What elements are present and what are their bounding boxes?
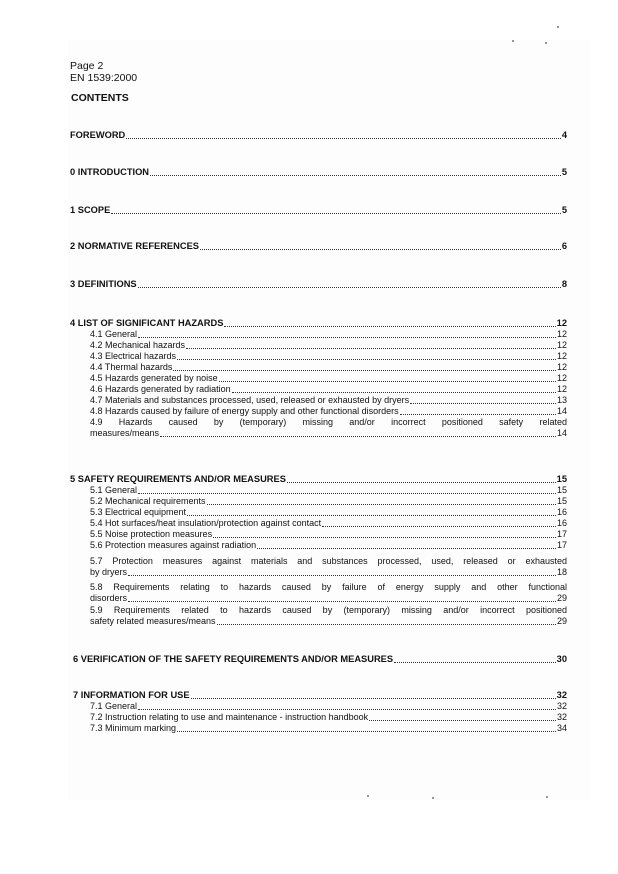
- toc-entry-hazards[interactable]: [70, 318, 567, 329]
- toc-leader-dots: [287, 474, 556, 483]
- toc-leader-dots: [369, 712, 556, 721]
- toc-page-number: 17: [556, 540, 567, 550]
- toc-page-number: 14: [556, 428, 567, 438]
- toc-page-number: 34: [556, 723, 567, 733]
- toc-subentry[interactable]: [90, 507, 567, 518]
- toc-entry-title-continued: measures/means: [90, 428, 160, 438]
- toc-entry-title: 5.9 Requirements related to hazards caused by (temporary) missing and/or incorrect positioned: [90, 605, 567, 615]
- toc-leader-dots: [150, 167, 561, 176]
- toc-page-number: 12: [556, 384, 567, 394]
- standard-number: EN 1539:2000: [70, 72, 138, 84]
- toc-entry-title: 5 SAFETY REQUIREMENTS AND/OR MEASURES: [70, 474, 286, 484]
- toc-subentry[interactable]: [90, 373, 567, 384]
- toc-subentry-wrapped[interactable]: [90, 582, 567, 604]
- toc-page-number: 15: [556, 496, 567, 506]
- toc-entry-title: 5.3 Electrical equipment: [90, 507, 187, 517]
- toc-leader-dots: [394, 654, 556, 663]
- toc-subentry[interactable]: [90, 496, 567, 507]
- toc-leader-dots: [232, 384, 556, 393]
- scan-speck: [545, 42, 547, 44]
- page-header: [70, 60, 137, 84]
- toc-subentry[interactable]: [90, 529, 567, 540]
- contents-heading: CONTENTS: [71, 92, 129, 104]
- toc-subentry[interactable]: [90, 362, 567, 373]
- toc-leader-dots: [126, 130, 561, 139]
- toc-entry-safety-requirements[interactable]: [70, 474, 567, 485]
- toc-entry-title: 4.1 General: [90, 329, 138, 339]
- toc-leader-dots: [186, 340, 556, 349]
- toc-subentry[interactable]: [90, 712, 567, 723]
- toc-page-number: 30: [556, 654, 567, 664]
- toc-page-number: 12: [556, 329, 567, 339]
- toc-entry-title: 5.4 Hot surfaces/heat insulation/protection against contact: [90, 518, 322, 528]
- toc-leader-dots: [410, 395, 556, 404]
- toc-subentry[interactable]: [90, 518, 567, 529]
- scan-speck: [546, 796, 548, 798]
- toc-subentry[interactable]: [90, 340, 567, 351]
- toc-subentry-wrapped[interactable]: [90, 556, 567, 578]
- toc-leader-dots: [224, 318, 555, 327]
- toc-page-number: 12: [556, 340, 567, 350]
- toc-leader-dots: [128, 567, 556, 576]
- toc-entry-verification[interactable]: [73, 654, 567, 665]
- toc-entry-title: 0 INTRODUCTION: [70, 167, 150, 177]
- toc-leader-dots: [219, 373, 556, 382]
- toc-leader-dots: [177, 351, 556, 360]
- toc-leader-dots: [322, 518, 556, 527]
- toc-entry-title: 7.3 Minimum marking: [90, 723, 177, 733]
- page-number: Page 2: [70, 60, 104, 72]
- toc-leader-dots: [213, 529, 556, 538]
- toc-subentry[interactable]: [90, 723, 567, 734]
- scan-speck: [512, 40, 514, 42]
- toc-leader-dots: [173, 362, 556, 371]
- toc-entry-foreword[interactable]: [70, 130, 567, 141]
- toc-entry-title-continued: safety related measures/means: [90, 616, 216, 626]
- toc-entry-title: 5.8 Requirements relating to hazards caused by failure of energy supply and other functional: [90, 582, 567, 592]
- toc-entry-title: 4.9 Hazards caused by (temporary) missing and/or incorrect positioned safety related: [90, 417, 567, 427]
- toc-page-number: 13: [556, 395, 567, 405]
- toc-subentry[interactable]: [90, 329, 567, 340]
- toc-page-number: 12: [556, 351, 567, 361]
- toc-leader-dots: [111, 205, 561, 214]
- toc-entry-title: 2 NORMATIVE REFERENCES: [70, 241, 199, 251]
- toc-entry-title: 3 DEFINITIONS: [70, 279, 137, 289]
- toc-subentry[interactable]: [90, 485, 567, 496]
- toc-page-number: 29: [556, 616, 567, 626]
- toc-page-number: 16: [556, 507, 567, 517]
- toc-page-number: 32: [556, 690, 567, 700]
- toc-leader-dots: [138, 329, 556, 338]
- toc-entry-title: 4.8 Hazards caused by failure of energy supply and other functional disorders: [90, 406, 399, 416]
- toc-leader-dots: [177, 723, 556, 732]
- toc-page-number: 16: [556, 518, 567, 528]
- toc-page-number: 18: [556, 567, 567, 577]
- toc-page-number: 12: [556, 373, 567, 383]
- toc-page-number: 5: [561, 167, 567, 177]
- toc-subentry-wrapped[interactable]: [90, 417, 567, 439]
- toc-entry-title: 4.7 Materials and substances processed, used, released or exhausted by dryers: [90, 395, 410, 405]
- toc-leader-dots: [217, 616, 556, 625]
- toc-entry-introduction[interactable]: [70, 167, 567, 178]
- scan-speck: [557, 26, 559, 28]
- toc-entry-title: 5.1 General: [90, 485, 138, 495]
- toc-subentry[interactable]: [90, 384, 567, 395]
- toc-entry-title: 5.2 Mechanical requirements: [90, 496, 206, 506]
- toc-page-number: 5: [561, 205, 567, 215]
- toc-page-number: 32: [556, 712, 567, 722]
- toc-subentry[interactable]: [90, 540, 567, 551]
- toc-page-number: 17: [556, 529, 567, 539]
- toc-entry-title: 4.3 Electrical hazards: [90, 351, 177, 361]
- toc-entry-title: 1 SCOPE: [70, 205, 111, 215]
- toc-leader-dots: [200, 241, 561, 250]
- toc-entry-title: 7 INFORMATION FOR USE: [73, 690, 190, 700]
- toc-subentry[interactable]: [90, 701, 567, 712]
- toc-entry-normative-references[interactable]: [70, 241, 567, 252]
- toc-entry-title: 4.5 Hazards generated by noise: [90, 373, 218, 383]
- toc-entry-definitions[interactable]: [70, 279, 567, 290]
- toc-subentry[interactable]: [90, 395, 567, 406]
- toc-leader-dots: [187, 507, 556, 516]
- toc-entry-title: 5.6 Protection measures against radiation: [90, 540, 257, 550]
- toc-entry-title: 4.2 Mechanical hazards: [90, 340, 186, 350]
- toc-entry-title: 6 VERIFICATION OF THE SAFETY REQUIREMENTS AND/OR MEASURES: [73, 654, 394, 664]
- toc-leader-dots: [138, 485, 556, 494]
- toc-entry-title: FOREWORD: [70, 130, 126, 140]
- toc-leader-dots: [138, 279, 561, 288]
- toc-leader-dots: [257, 540, 556, 549]
- toc-entry-title: 7.1 General: [90, 701, 138, 711]
- toc-leader-dots: [400, 406, 556, 415]
- toc-page-number: 12: [556, 362, 567, 372]
- toc-subentry[interactable]: [90, 351, 567, 362]
- toc-entry-title: 4.6 Hazards generated by radiation: [90, 384, 231, 394]
- toc-page-number: 14: [556, 406, 567, 416]
- toc-entry-title: 5.5 Noise protection measures: [90, 529, 213, 539]
- toc-entry-title: 7.2 Instruction relating to use and maintenance - instruction handbook: [90, 712, 369, 722]
- toc-entry-title-continued: disorders: [90, 593, 128, 603]
- toc-leader-dots: [207, 496, 556, 505]
- toc-page-number: 15: [556, 485, 567, 495]
- scan-speck: [367, 795, 369, 797]
- toc-subentry[interactable]: [90, 406, 567, 417]
- toc-page-number: 12: [556, 318, 567, 328]
- scan-speck: [432, 797, 434, 799]
- toc-entry-scope[interactable]: [70, 205, 567, 216]
- toc-page-number: 6: [561, 241, 567, 251]
- toc-page-number: 29: [556, 593, 567, 603]
- toc-subentry-wrapped[interactable]: [90, 605, 567, 627]
- toc-page-number: 15: [556, 474, 567, 484]
- toc-leader-dots: [191, 690, 556, 699]
- toc-page-number: 32: [556, 701, 567, 711]
- toc-leader-dots: [128, 593, 556, 602]
- toc-entry-title: 4 LIST OF SIGNIFICANT HAZARDS: [70, 318, 224, 328]
- toc-entry-title: 5.7 Protection measures against materials and substances processed, used, released or exhausted: [90, 556, 567, 566]
- toc-entry-information-for-use[interactable]: [73, 690, 567, 701]
- toc-entry-title-continued: by dryers: [90, 567, 128, 577]
- toc-page-number: 4: [561, 130, 567, 140]
- toc-leader-dots: [160, 428, 556, 437]
- toc-leader-dots: [138, 701, 556, 710]
- toc-page-number: 8: [561, 279, 567, 289]
- toc-entry-title: 4.4 Thermal hazards: [90, 362, 173, 372]
